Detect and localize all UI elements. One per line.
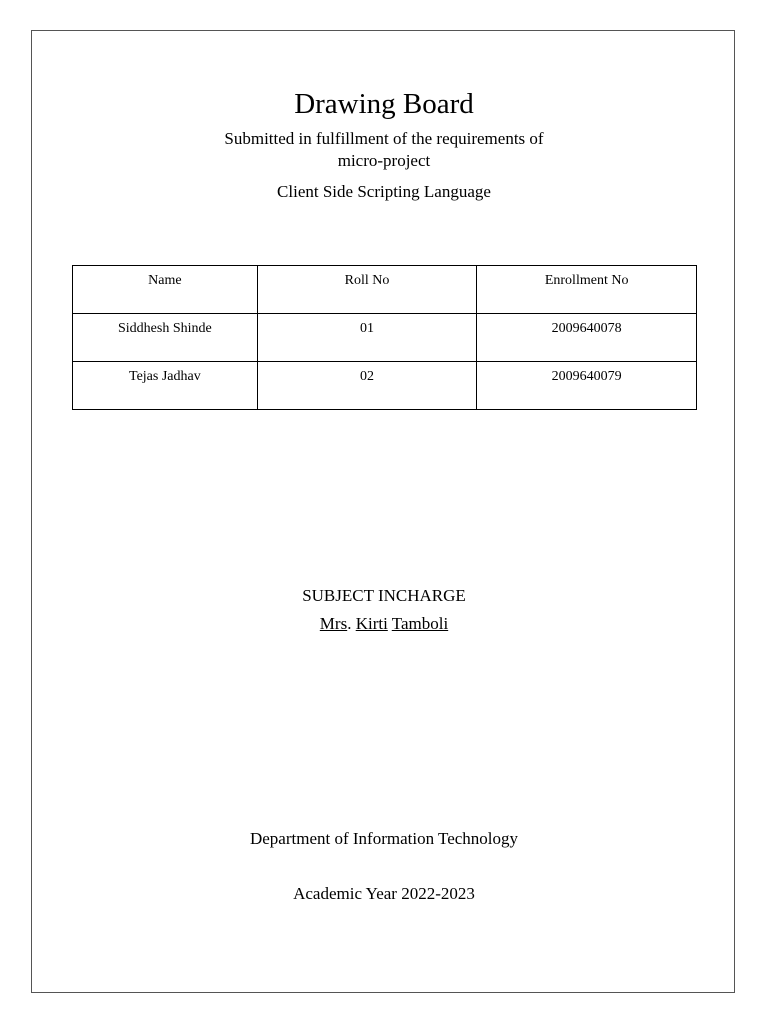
student-roll-no: 01 — [257, 314, 477, 362]
student-name: Siddhesh Shinde — [73, 314, 258, 362]
incharge-title: Mrs — [319, 614, 348, 633]
course-name: Client Side Scripting Language — [277, 182, 491, 201]
table-row — [73, 314, 697, 362]
document-title: Drawing Board — [294, 88, 474, 120]
incharge-first-name: Kirti — [355, 614, 388, 633]
subject-incharge-label: SUBJECT INCHARGE — [302, 586, 466, 605]
student-enrollment-no: 2009640079 — [477, 362, 697, 410]
student-name: Tejas Jadhav — [73, 362, 258, 410]
incharge-last-name: Tamboli — [391, 614, 449, 633]
student-enrollment-no: 2009640078 — [477, 314, 697, 362]
table-row — [73, 362, 697, 410]
subject-incharge-name — [0, 613, 768, 635]
submission-statement-line-1: Submitted in fulfillment of the requirements of — [224, 129, 544, 148]
academic-year: Academic Year 2022-2023 — [293, 884, 475, 903]
header-name: Name — [73, 266, 258, 314]
submission-statement-line-2: micro-project — [337, 151, 431, 170]
header-enrollment-no: Enrollment No — [477, 266, 697, 314]
students-table — [72, 265, 697, 410]
student-roll-no: 02 — [257, 362, 477, 410]
department-name: Department of Information Technology — [249, 829, 519, 848]
header-roll-no: Roll No — [257, 266, 477, 314]
table-header-row — [73, 266, 697, 314]
incharge-title-period: . — [347, 614, 352, 633]
